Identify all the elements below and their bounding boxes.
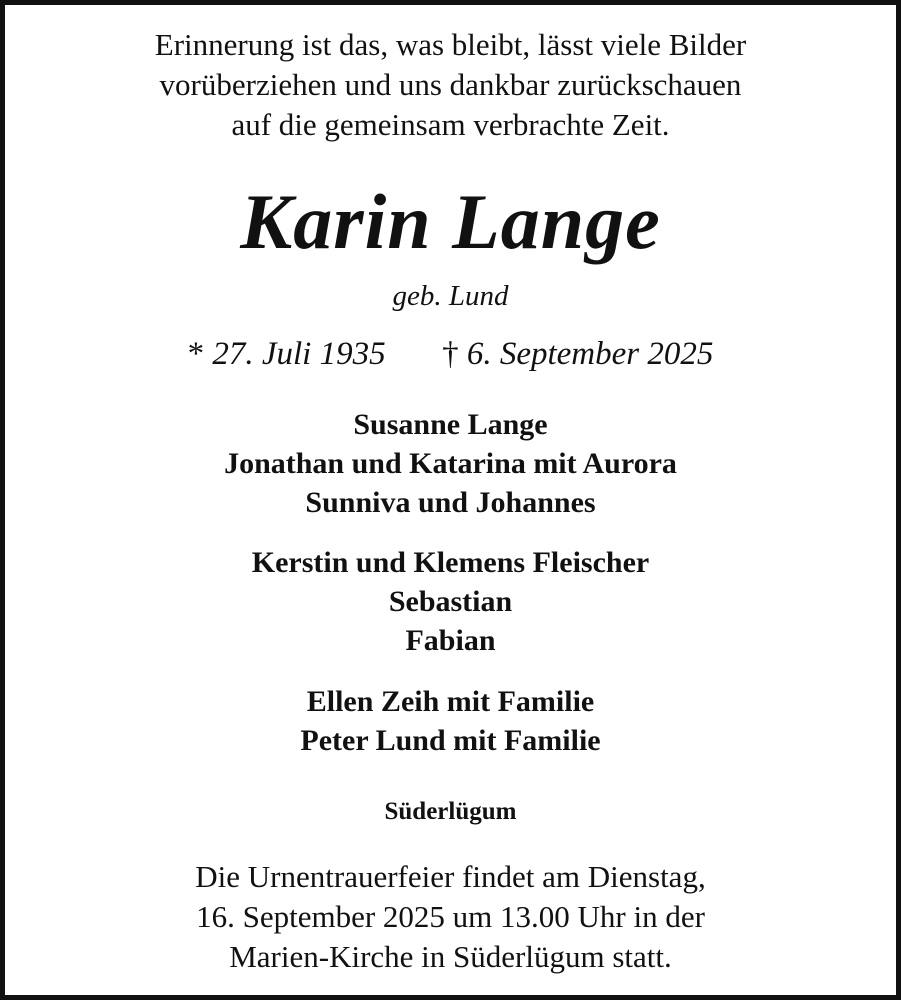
service-line: 16. September 2025 um 13.00 Uhr in der	[196, 899, 705, 934]
mourners-group-1	[5, 405, 896, 522]
mourner-line: Sunniva und Johannes	[305, 486, 596, 519]
mourner-line: Peter Lund mit Familie	[300, 724, 601, 757]
birth-star-icon: *	[187, 336, 205, 372]
mourner-line: Kerstin und Klemens Fleischer	[251, 546, 650, 579]
service-announcement	[5, 857, 896, 977]
birth-date: 27. Juli 1935	[212, 336, 386, 372]
service-line: Marien-Kirche in Süderlügum statt.	[229, 939, 672, 974]
verse-line: vorüberziehen und uns dankbar zurückschauen	[159, 67, 742, 102]
deceased-name: Karin Lange	[240, 178, 661, 265]
maiden-name: geb. Lund	[392, 280, 509, 312]
mourner-line: Jonathan und Katarina mit Aurora	[224, 447, 677, 480]
mourner-line: Fabian	[405, 624, 496, 657]
mourners-group-3	[5, 682, 896, 760]
mourners-group-2	[5, 543, 896, 660]
place-name: Süderlügum	[384, 798, 517, 825]
verse-line: auf die gemeinsam verbrachte Zeit.	[231, 107, 670, 142]
life-dates	[5, 333, 896, 375]
death-date: 6. September 2025	[466, 336, 714, 372]
memorial-verse	[5, 25, 896, 145]
mourner-line: Susanne Lange	[353, 408, 548, 441]
death-cross-icon: †	[442, 336, 459, 372]
mourner-line: Sebastian	[388, 585, 513, 618]
service-line: Die Urnentrauerfeier findet am Dienstag,	[195, 859, 706, 894]
mourner-line: Ellen Zeih mit Familie	[306, 685, 595, 718]
verse-line: Erinnerung ist das, was bleibt, lässt viele Bilder	[154, 27, 747, 62]
